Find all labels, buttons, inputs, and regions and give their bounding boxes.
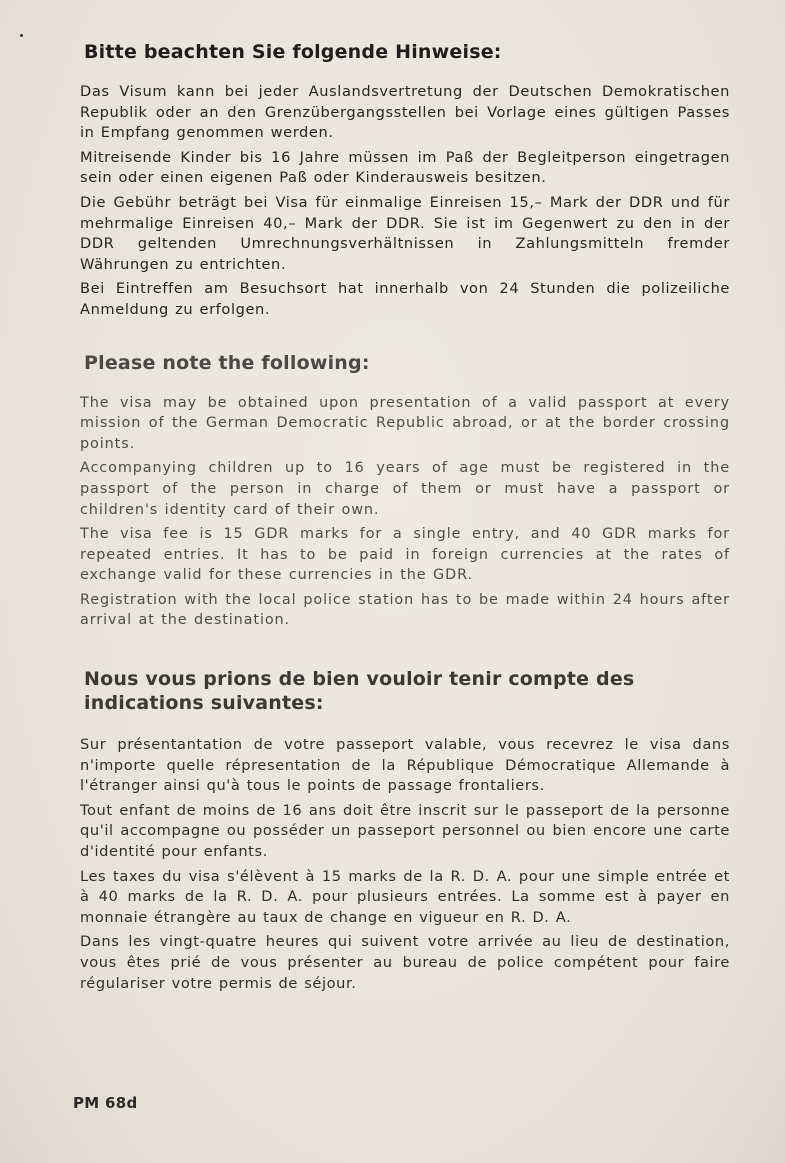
french-section xyxy=(80,667,730,994)
ink-speck xyxy=(20,34,23,37)
english-paragraph-children: Accompanying children up to 16 years of age must be registered in the passport of the person in charge of them or must have a passport or children's identity card of their own. xyxy=(80,460,730,518)
notice-content xyxy=(80,40,730,998)
french-heading: Nous vous prions de bien vouloir tenir compte des indications suivantes: xyxy=(84,668,635,715)
english-paragraph-registration: Registration with the local police station has to be made within 24 hours after arrival at the destination. xyxy=(80,591,730,629)
german-paragraph-registration: Bei Eintreffen am Besuchsort hat innerhalb von 24 Stunden die polizeiliche Anmeldung zu erfolgen. xyxy=(80,280,730,318)
german-heading: Bitte beachten Sie folgende Hinweise: xyxy=(84,41,502,63)
german-paragraph-visa: Das Visum kann bei jeder Auslandsvertretung der Deutschen Demokratischen Republik oder an den Grenzübergangsstellen bei Vorlage eines gültigen Passes in Empfang genommen werden. xyxy=(80,83,730,142)
french-paragraph-children: Tout enfant de moins de 16 ans doit être inscrit sur le passeport de la personne qu'il accompagne ou posséder un passeport personnel ou bien encore une carte d'identité pour enfants. xyxy=(80,801,730,861)
form-code: PM 68d xyxy=(73,1094,138,1112)
german-paragraph-fee: Die Gebühr beträgt bei Visa für einmalige Einreisen 15,– Mark der DDR und für mehrmalige Einreisen 40,– Mark der DDR. Sie ist im Gegenwert zu den in der DDR geltenden Umrechnungsverhältnissen in Zahlungsmitteln fremder Währungen zu entrichten. xyxy=(80,193,730,273)
french-paragraph-visa: Sur présentantation de votre passeport valable, vous recevrez le visa dans n'importe quelle répresentation de la République Démocratique Allemande à l'étranger ainsi qu'à tous le points de passage frontaliers. xyxy=(80,736,730,795)
english-paragraph-fee: The visa fee is 15 GDR marks for a single entry, and 40 GDR marks for repeated entries. It has to be paid in foreign currencies at the rates of exchange valid for these currencies in the GDR. xyxy=(80,526,730,584)
french-paragraph-registration: Dans les vingt-quatre heures qui suivent votre arrivée au lieu de destination, vous êtes prié de vous présenter au bureau de police compétent pour faire régulariser votre permis de séjour. xyxy=(80,933,730,992)
french-paragraph-fee: Les taxes du visa s'élèvent à 15 marks de la R. D. A. pour une simple entrée et à 40 marks de la R. D. A. pour plusieurs entrées. La somme est à payer en monnaie étrangère au taux de change en vigueur en R. D. A. xyxy=(80,867,730,926)
english-paragraph-visa: The visa may be obtained upon presentation of a valid passport at every mission of the German Democratic Republic abroad, or at the border crossing points. xyxy=(80,394,730,452)
german-paragraph-children: Mitreisende Kinder bis 16 Jahre müssen im Paß der Begleitperson eingetragen sein oder einen eigenen Paß oder Kinderausweis besitzen. xyxy=(80,148,730,187)
english-heading: Please note the following: xyxy=(84,351,370,374)
english-section xyxy=(80,351,730,632)
german-section xyxy=(80,40,730,321)
